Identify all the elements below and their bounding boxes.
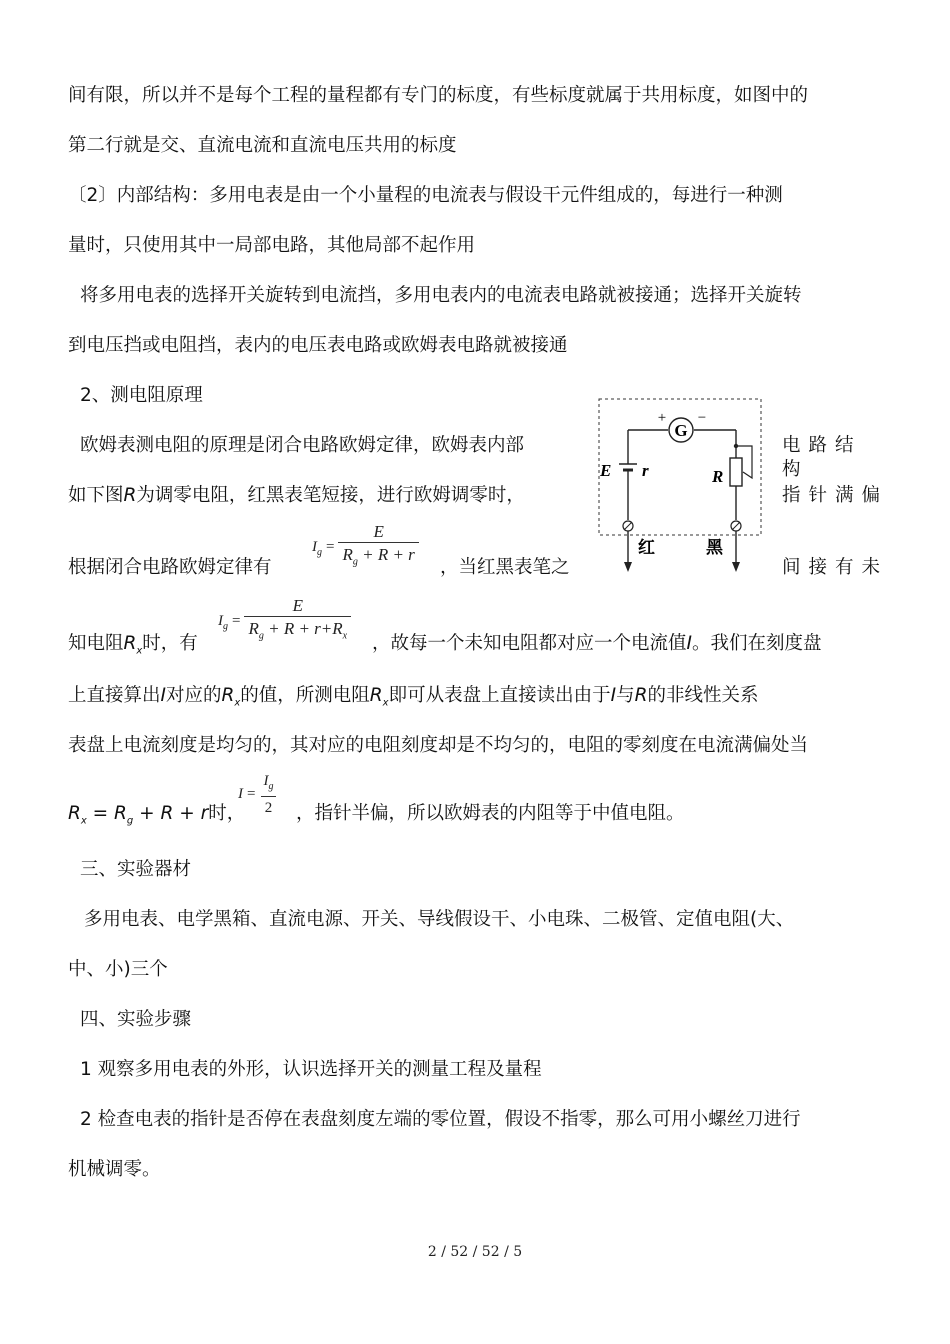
text-line-8-right — [782, 434, 882, 482]
text-line-2: 第二行就是交、直流电流和直流电压共用的标度 — [68, 135, 457, 156]
plus-sign: + — [657, 410, 667, 426]
text-line-11-right: ，故每一个未知电阻都对应一个电流值I。我们在刻度盘 — [372, 633, 822, 654]
red-probe-label: 红 — [638, 538, 655, 558]
text-line-10-left: 根据闭合电路欧姆定律有 — [68, 557, 272, 578]
black-probe-arrow-icon — [732, 562, 740, 572]
section-heading-equipment: 三、实验器材 — [80, 859, 192, 880]
section-heading-steps: 四、实验步骤 — [80, 1009, 192, 1030]
step-1: 1 观察多用电表的外形，认识选择开关的测量工程及量程 — [80, 1059, 542, 1080]
text-line-8-left: 欧姆表测电阻的原理是闭合电路欧姆定律，欧姆表内部 — [80, 435, 525, 456]
text-line-9-right: 指针满偏 — [782, 485, 889, 506]
formula-ig-short-circuit: $I_g$ = $\frac{E}{R_g + R + r}$ — [312, 522, 419, 572]
section-heading-measure-resistance: 2、测电阻原理 — [80, 385, 203, 406]
ohmmeter-circuit-diagram — [596, 396, 766, 576]
text-line-5: 将多用电表的选择开关旋转到电流挡，多用电表内的电流表电路就被接通；选择开关旋转 — [80, 285, 802, 306]
formula-ig-with-rx: $I_g$ = $\frac{E}{R_g + R + r+R_x}$ — [218, 596, 351, 646]
text-line-16: 多用电表、电学黑箱、直流电源、开关、导线假设干、小电珠、二极管、定值电阻(大、 — [84, 909, 795, 930]
battery-internal-r-label: r — [642, 461, 649, 480]
text-line-4: 量时，只使用其中一局部电路，其他局部不起作用 — [68, 235, 476, 256]
page-footer: 2 / 52 / 52 / 5 — [427, 1244, 523, 1260]
text-line-14-left: $R_x = R_g + R + r$时， — [68, 803, 246, 827]
battery-emf-label: E — [600, 461, 612, 480]
minus-sign: − — [697, 410, 707, 426]
text-line-13: 表盘上电流刻度是均匀的，其对应的电阻刻度却是不均匀的，电阻的零刻度在电流满偏处当 — [68, 735, 809, 756]
text-line-8-right-text: 电路结构 — [782, 435, 862, 480]
text-line-14-right: ，指针半偏，所以欧姆表的内阻等于中值电阻。 — [296, 803, 685, 824]
resistor-label: R — [712, 467, 724, 486]
text-line-9-left: 如下图R为调零电阻，红黑表笔短接，进行欧姆调零时， — [68, 485, 525, 506]
black-probe-label: 黑 — [706, 538, 723, 558]
resistor-body — [730, 458, 742, 486]
text-line-12: 上直接算出I对应的$R_x$的值，所测电阻$R_x$即可从表盘上直接读出由于I与R的非线性关系 — [68, 685, 759, 709]
text-line-11-left: 知电阻$R_x$时，有 — [68, 633, 198, 657]
text-line-6: 到电压挡或电阻挡，表内的电压表电路或欧姆表电路就被接通 — [68, 335, 568, 356]
text-line-1: 间有限，所以并不是每个工程的量程都有专门的标度，有些标度就属于共用标度，如图中的 — [68, 85, 809, 106]
step-2-continued: 机械调零。 — [68, 1159, 161, 1180]
text-line-10-mid: ，当红黑表笔之 — [440, 557, 570, 578]
text-line-3: 〔2〕内部结构：多用电表是由一个小量程的电流表与假设干元件组成的，每进行一种测 — [68, 185, 783, 206]
galvanometer-label: G — [674, 421, 688, 440]
red-probe-arrow-icon — [624, 562, 632, 572]
text-line-10-right: 间接有未 — [782, 557, 889, 578]
text-line-17: 中、小)三个 — [68, 959, 168, 980]
step-2: 2 检查电表的指针是否停在表盘刻度左端的零位置，假设不指零，那么可用小螺丝刀进行 — [80, 1109, 801, 1130]
formula-half-deflection: I = $\frac{I_g}{2}$ — [238, 772, 277, 817]
